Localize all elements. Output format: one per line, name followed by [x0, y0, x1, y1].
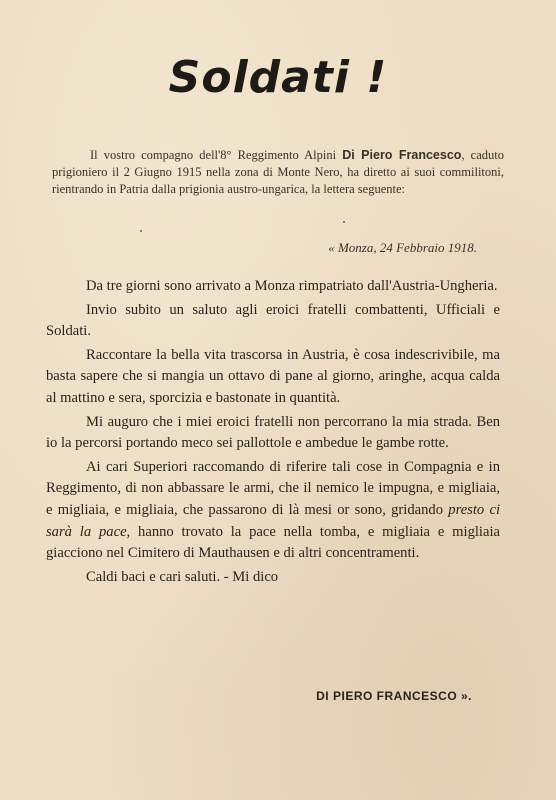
letter-text: Ai cari Superiori raccomando di riferire tali cose in Compagnia e in Reggimento, di non abbassare le armi, che il nemico le impugna, e migliaia, e migliaia, e migliaia, che passarono di là mesi or sono, gridando: [46, 458, 500, 518]
intro-paragraph: [52, 147, 504, 198]
letter-paragraph: [46, 457, 500, 565]
soldier-name: Di Piero Francesco: [342, 148, 462, 162]
intro-text-start: Il vostro compagno dell'8° Reggimento Alpini: [90, 148, 343, 162]
letter-paragraph: Da tre giorni sono arrivato a Monza rimpatriato dall'Austria-Ungheria.: [86, 278, 498, 294]
intro-text-end: , caduto prigioniero il 2 Giugno 1915 nella zona di Monte Nero, ha diretto ai suoi commilitoni, rientrando in Patria dalla prigionia austro-ungarica, la lettera seguente:: [52, 148, 504, 196]
letter-text: hanno trovato la pace nella tomba, e migliaia e migliaia giacciono nel Cimitero di Mauthausen e di altri concentramenti.: [46, 523, 500, 562]
letter-dateline: « Monza, 24 Febbraio 1918.: [328, 240, 477, 255]
letter-body: [46, 276, 500, 590]
letter-paragraph: Invio subito un saluto agli eroici fratelli combattenti, Ufficiali e Soldati.: [46, 301, 500, 340]
letter-paragraph: Raccontare la bella vita trascorsa in Austria, è cosa indescrivibile, ma basta sapere che si mangia un ottavo di pane al giorno, aringhe, acqua calda al mattino e sera, sporcizia e bastonate in quantità.: [46, 346, 500, 406]
signature: DI PIERO FRANCESCO ».: [316, 689, 472, 703]
page-title: Soldati !: [168, 52, 388, 103]
letter-italic-phrase: presto ci sarà la pace,: [46, 501, 500, 540]
letter-paragraph: Mi auguro che i miei eroici fratelli non percorrano la mia strada. Ben io la percorsi portando meco sei pallottole e ambedue le gambe rotte.: [46, 413, 500, 452]
letter-closing: Caldi baci e cari saluti. - Mi dico: [86, 568, 279, 585]
paper-speck: [140, 230, 142, 232]
paper-speck: [343, 221, 345, 223]
